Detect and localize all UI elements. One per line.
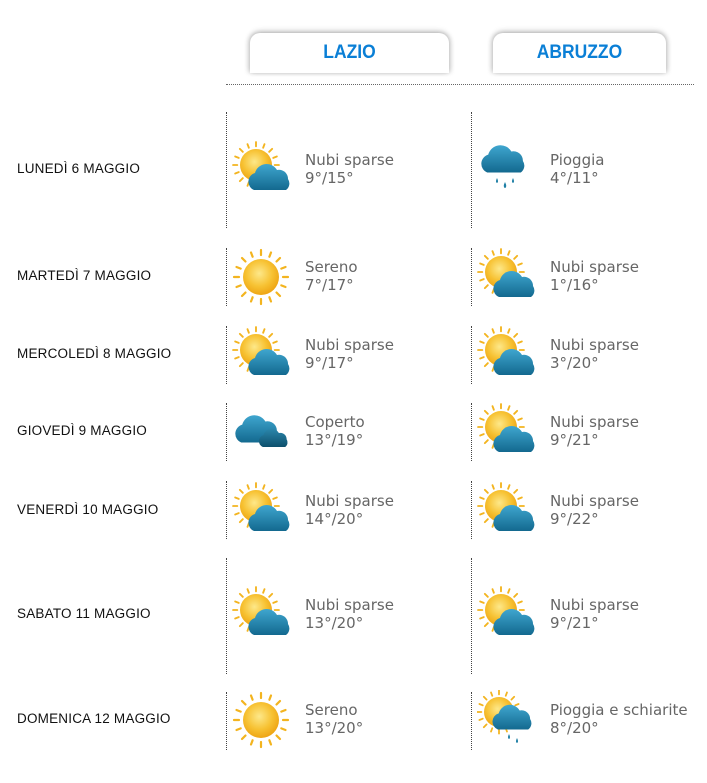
column-divider [471, 558, 472, 674]
weather-description: Nubi sparse [550, 336, 639, 354]
partly-cloudy-icon [232, 140, 292, 200]
column-divider [471, 403, 472, 461]
day-label: MERCOLEDÌ 8 MAGGIO [17, 346, 172, 361]
partly-cloudy-icon [477, 247, 537, 307]
day-label: LUNEDÌ 6 MAGGIO [17, 161, 141, 176]
day-label: DOMENICA 12 MAGGIO [17, 711, 171, 726]
forecast-text [305, 336, 394, 372]
temperature-range: 9°/17° [305, 354, 354, 372]
column-divider [471, 692, 472, 750]
temperature-range: 9°/21° [550, 431, 599, 449]
header-divider [226, 84, 694, 85]
weather-description: Nubi sparse [305, 151, 394, 169]
weather-description: Pioggia [550, 151, 605, 169]
forecast-text [550, 596, 639, 632]
temperature-range: 8°/20° [550, 719, 599, 737]
column-divider [226, 326, 227, 384]
weather-description: Nubi sparse [305, 492, 394, 510]
column-divider [471, 481, 472, 539]
weather-description: Pioggia e schiarite [550, 701, 688, 719]
weather-description: Nubi sparse [305, 596, 394, 614]
sun-rain-icon [477, 690, 537, 750]
weather-description: Nubi sparse [305, 336, 394, 354]
column-divider [471, 112, 472, 228]
sunny-icon [232, 247, 292, 307]
temperature-range: 9°/21° [550, 614, 599, 632]
column-divider [226, 692, 227, 750]
column-divider [226, 248, 227, 306]
forecast-text [305, 151, 394, 187]
column-divider [226, 481, 227, 539]
weather-description: Nubi sparse [550, 413, 639, 431]
partly-cloudy-icon [232, 325, 292, 385]
weather-description: Nubi sparse [550, 596, 639, 614]
weather-description: Nubi sparse [550, 492, 639, 510]
forecast-text [550, 701, 688, 737]
temperature-range: 14°/20° [305, 510, 364, 528]
partly-cloudy-icon [477, 585, 537, 645]
temperature-range: 13°/20° [305, 719, 364, 737]
partly-cloudy-icon [477, 481, 537, 541]
sunny-icon [232, 690, 292, 750]
forecast-text [550, 151, 604, 187]
forecast-text [550, 336, 639, 372]
weather-description: Nubi sparse [550, 258, 639, 276]
partly-cloudy-icon [477, 402, 537, 462]
weather-description: Sereno [305, 258, 358, 276]
overcast-icon [232, 402, 292, 462]
partly-cloudy-icon [232, 481, 292, 541]
column-divider [471, 326, 472, 384]
forecast-text [550, 258, 639, 294]
partly-cloudy-icon [232, 585, 292, 645]
forecast-text [305, 596, 394, 632]
column-divider [471, 248, 472, 306]
temperature-range: 9°/22° [550, 510, 599, 528]
forecast-text [305, 258, 358, 294]
forecast-text [550, 413, 639, 449]
column-divider [226, 112, 227, 228]
tab-lazio [250, 33, 449, 73]
rain-icon [477, 140, 537, 200]
day-label: GIOVEDÌ 9 MAGGIO [17, 423, 147, 438]
temperature-range: 13°/19° [305, 431, 364, 449]
day-label: SABATO 11 MAGGIO [17, 606, 151, 621]
forecast-text [550, 492, 639, 528]
temperature-range: 1°/16° [550, 276, 599, 294]
partly-cloudy-icon [477, 325, 537, 385]
forecast-text [305, 701, 363, 737]
weather-description: Coperto [305, 413, 365, 431]
tab-abruzzo [493, 33, 666, 73]
temperature-range: 13°/20° [305, 614, 364, 632]
temperature-range: 3°/20° [550, 354, 599, 372]
forecast-text [305, 492, 394, 528]
column-divider [226, 558, 227, 674]
forecast-text [305, 413, 365, 449]
region-label-abruzzo: ABRUZZO [536, 42, 623, 63]
temperature-range: 9°/15° [305, 169, 354, 187]
temperature-range: 4°/11° [550, 169, 599, 187]
day-label: VENERDÌ 10 MAGGIO [17, 502, 159, 517]
region-label-lazio: LAZIO [323, 42, 376, 63]
day-label: MARTEDÌ 7 MAGGIO [17, 268, 152, 283]
temperature-range: 7°/17° [305, 276, 354, 294]
weather-description: Sereno [305, 701, 358, 719]
column-divider [226, 403, 227, 461]
